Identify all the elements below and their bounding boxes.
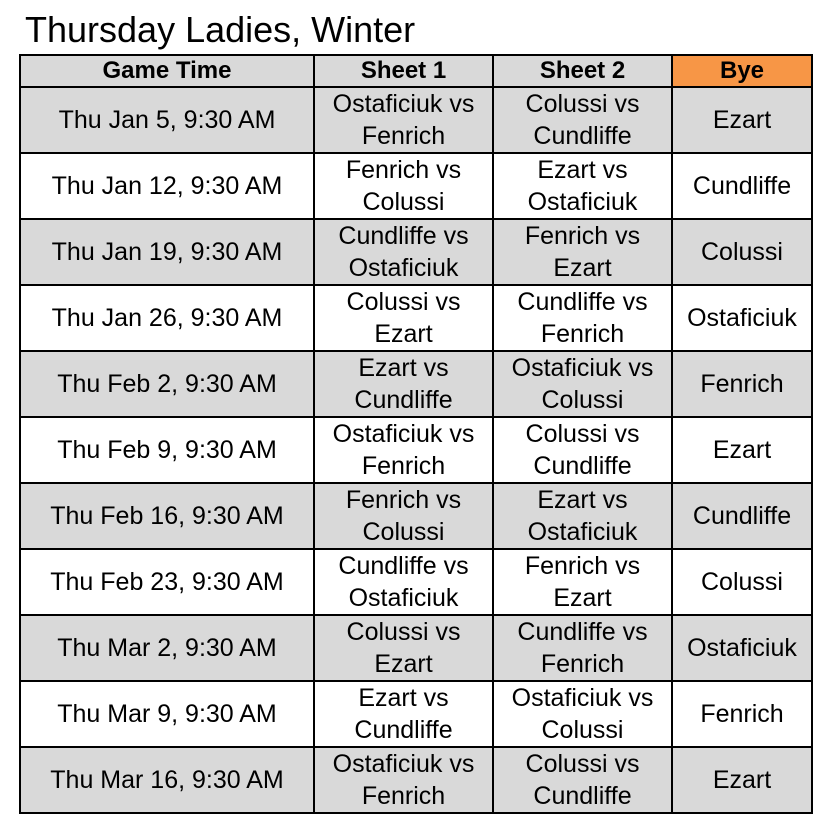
game-time-cell: Thu Mar 2, 9:30 AM <box>20 615 314 681</box>
sheet-1-cell <box>314 615 493 681</box>
sheet-2-cell <box>493 615 672 681</box>
header-game-time: Game Time <box>20 55 314 87</box>
match-line: Cundliffe <box>533 122 632 150</box>
table-row <box>20 549 812 615</box>
bye-cell: Fenrich <box>672 351 812 417</box>
sheet-2-cell <box>493 219 672 285</box>
table-row <box>20 747 812 813</box>
bye-cell: Colussi <box>672 549 812 615</box>
sheet-1-cell <box>314 549 493 615</box>
bye-cell: Cundliffe <box>672 153 812 219</box>
sheet-1-cell <box>314 87 493 153</box>
sheet-2-cell <box>493 153 672 219</box>
table-row <box>20 417 812 483</box>
match-line: Ostaficiuk vs <box>332 420 475 448</box>
match-line: Cundliffe vs <box>338 222 469 250</box>
match-line: Ezart vs <box>537 486 628 514</box>
match-line: Colussi vs <box>525 420 640 448</box>
header-bye: Bye <box>672 55 812 87</box>
match-line: Cundliffe vs <box>517 288 648 316</box>
sheet-2-cell <box>493 747 672 813</box>
match-line: Ostaficiuk vs <box>332 90 475 118</box>
table-row <box>20 681 812 747</box>
match-line: Colussi <box>362 188 445 216</box>
match-line: Fenrich <box>361 122 446 150</box>
sheet-2-cell <box>493 417 672 483</box>
bye-cell: Fenrich <box>672 681 812 747</box>
match-line: Cundliffe <box>354 716 453 744</box>
match-line: Ostaficiuk <box>527 518 638 546</box>
game-time-cell: Thu Feb 9, 9:30 AM <box>20 417 314 483</box>
game-time-cell: Thu Jan 26, 9:30 AM <box>20 285 314 351</box>
sheet-2-cell <box>493 549 672 615</box>
match-line: Ezart <box>553 254 612 282</box>
match-line: Fenrich vs <box>524 552 641 580</box>
match-line: Ezart vs <box>358 354 449 382</box>
game-time-cell: Thu Feb 23, 9:30 AM <box>20 549 314 615</box>
match-line: Ezart <box>553 584 612 612</box>
sheet-1-cell <box>314 747 493 813</box>
sheet-1-cell <box>314 285 493 351</box>
sheet-1-cell <box>314 153 493 219</box>
sheet-2-cell <box>493 351 672 417</box>
match-line: Cundliffe <box>533 452 632 480</box>
sheet-1-cell <box>314 351 493 417</box>
match-line: Colussi vs <box>525 750 640 778</box>
match-line: Ostaficiuk vs <box>332 750 475 778</box>
bye-cell: Ezart <box>672 87 812 153</box>
match-line: Colussi <box>541 386 624 414</box>
match-line: Fenrich vs <box>524 222 641 250</box>
match-line: Ezart vs <box>358 684 449 712</box>
page-title: Thursday Ladies, Winter <box>25 9 416 50</box>
sheet-2-cell <box>493 681 672 747</box>
match-line: Fenrich <box>540 650 625 678</box>
sheet-2-cell <box>493 87 672 153</box>
match-line: Cundliffe vs <box>517 618 648 646</box>
table-row <box>20 219 812 285</box>
match-line: Ezart <box>374 320 433 348</box>
match-line: Fenrich vs <box>345 156 462 184</box>
header-row <box>20 55 812 87</box>
table-row <box>20 153 812 219</box>
table-row <box>20 615 812 681</box>
game-time-cell: Thu Mar 16, 9:30 AM <box>20 747 314 813</box>
header-sheet-1: Sheet 1 <box>314 55 493 87</box>
match-line: Fenrich vs <box>345 486 462 514</box>
table-row <box>20 285 812 351</box>
match-line: Cundliffe <box>533 782 632 810</box>
match-line: Ostaficiuk <box>527 188 638 216</box>
bye-cell: Ezart <box>672 747 812 813</box>
match-line: Colussi vs <box>525 90 640 118</box>
match-line: Ostaficiuk vs <box>511 354 654 382</box>
match-line: Cundliffe vs <box>338 552 469 580</box>
sheet-1-cell <box>314 417 493 483</box>
match-line: Ostaficiuk vs <box>511 684 654 712</box>
bye-cell: Colussi <box>672 219 812 285</box>
bye-cell: Cundliffe <box>672 483 812 549</box>
sheet-1-cell <box>314 219 493 285</box>
game-time-cell: Thu Jan 12, 9:30 AM <box>20 153 314 219</box>
table-row <box>20 351 812 417</box>
match-line: Fenrich <box>540 320 625 348</box>
match-line: Fenrich <box>361 782 446 810</box>
match-line: Cundliffe <box>354 386 453 414</box>
header-sheet-2: Sheet 2 <box>493 55 672 87</box>
sheet-2-cell <box>493 285 672 351</box>
sheet-1-cell <box>314 483 493 549</box>
table-row <box>20 483 812 549</box>
match-line: Colussi vs <box>346 618 461 646</box>
game-time-cell: Thu Jan 5, 9:30 AM <box>20 87 314 153</box>
sheet-2-cell <box>493 483 672 549</box>
match-line: Ezart <box>374 650 433 678</box>
game-time-cell: Thu Feb 16, 9:30 AM <box>20 483 314 549</box>
bye-cell: Ostaficiuk <box>672 285 812 351</box>
bye-cell: Ezart <box>672 417 812 483</box>
game-time-cell: Thu Jan 19, 9:30 AM <box>20 219 314 285</box>
schedule-table <box>19 54 813 814</box>
match-line: Colussi <box>362 518 445 546</box>
match-line: Ostaficiuk <box>348 254 459 282</box>
game-time-cell: Thu Feb 2, 9:30 AM <box>20 351 314 417</box>
match-line: Fenrich <box>361 452 446 480</box>
bye-cell: Ostaficiuk <box>672 615 812 681</box>
game-time-cell: Thu Mar 9, 9:30 AM <box>20 681 314 747</box>
match-line: Colussi <box>541 716 624 744</box>
match-line: Colussi vs <box>346 288 461 316</box>
match-line: Ostaficiuk <box>348 584 459 612</box>
table-row <box>20 87 812 153</box>
sheet-1-cell <box>314 681 493 747</box>
match-line: Ezart vs <box>537 156 628 184</box>
